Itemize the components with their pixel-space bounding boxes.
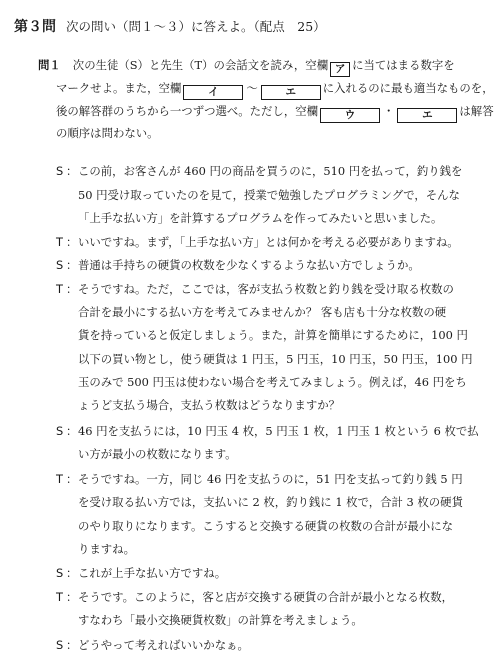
dialogue-line: い方が最小の枚数になります。 bbox=[78, 447, 237, 461]
speaker-label: T bbox=[56, 235, 63, 249]
speaker-colon: ： bbox=[66, 235, 78, 249]
dialogue-line: ょうど支払う場合，支払う枚数はどうなりますか？ bbox=[78, 398, 340, 412]
dialogue-line: 玉のみで 500 円玉は使わない場合を考えてみましょう。例えば，46 円をち bbox=[78, 375, 467, 389]
speaker-colon: ： bbox=[66, 566, 78, 580]
q1-line-2: マークせよ。また，空欄 イ ～ エ に入れるのに最も適当なものを， bbox=[56, 81, 494, 98]
speaker-colon: ： bbox=[66, 258, 78, 272]
q1-line-1: 問１ 次の生徒（S）と先生（T）の会話文を読み，空欄 ア に当てはまる数字を bbox=[38, 58, 455, 75]
question-number: 第３問 bbox=[14, 19, 56, 35]
dialogue-line: そうですね。一方，同じ 46 円を支払うのに，51 円を支払って釣り銭 5 円 bbox=[78, 472, 463, 486]
dialogue-line: を受け取る払い方では，支払いに 2 枚，釣り銭に 1 枚で，合計 3 枚の硬貨 bbox=[78, 495, 463, 509]
blank-box-a: ア bbox=[330, 62, 350, 77]
question-instruction: 次の問い（問１～３）に答えよ。（配点 25） bbox=[66, 19, 326, 34]
speaker-colon: ： bbox=[66, 164, 78, 178]
dialogue-line: 46 円を支払うには，10 円玉 4 枚，5 円玉 1 枚，1 円玉 1 枚という 6 枚で払 bbox=[78, 424, 479, 438]
speaker-colon: ： bbox=[66, 638, 78, 652]
speaker-label: S bbox=[56, 566, 64, 580]
dialogue-line: これが上手な払い方ですね。 bbox=[78, 566, 227, 580]
dialogue-line: この前，お客さんが 460 円の商品を買うのに，510 円を払って，釣り銭を bbox=[78, 164, 463, 178]
q1-label: 問１ bbox=[38, 58, 61, 72]
speaker-colon: ： bbox=[66, 472, 78, 486]
dialogue-line: 普通は手持ちの硬貨の枚数を少なくするような払い方でしょうか。 bbox=[78, 258, 420, 272]
dialogue-line: 貨を持っていると仮定しましょう。また，計算を簡単にするために，100 円 bbox=[78, 328, 468, 342]
dialogue-line: そうですね。ただ，ここでは，客が支払う枚数と釣り銭を受け取る枚数の bbox=[78, 282, 454, 296]
speaker-label: S bbox=[56, 258, 64, 272]
blank-box-e-2: エ bbox=[397, 108, 457, 123]
speaker-colon: ： bbox=[66, 424, 78, 438]
dialogue-line: そうです。このように，客と店が交換する硬貨の合計が最小となる枚数， bbox=[78, 590, 453, 604]
dialogue-line: 以下の買い物とし，使う硬貨は 1 円玉，5 円玉，10 円玉，50 円玉，100 円 bbox=[78, 352, 473, 366]
dialogue-line: 合計を最小にする払い方を考えてみませんか？ 客も店も十分な枚数の硬 bbox=[78, 305, 447, 319]
speaker-colon: ： bbox=[66, 590, 78, 604]
speaker-label: S bbox=[56, 164, 64, 178]
blank-box-u: ウ bbox=[320, 108, 380, 123]
speaker-label: S bbox=[56, 638, 64, 652]
blank-box-e: エ bbox=[261, 85, 321, 100]
q1-line-4: の順序は問わない。 bbox=[56, 126, 159, 140]
blank-box-i: イ bbox=[183, 85, 243, 100]
speaker-label: T bbox=[56, 590, 63, 604]
speaker-label: S bbox=[56, 424, 64, 438]
dialogue-line: 「上手な払い方」を計算するプログラムを作ってみたいと思いました。 bbox=[78, 211, 443, 225]
question-header bbox=[14, 16, 326, 36]
q1-line-3: 後の解答群のうちから一つずつ選べ。ただし，空欄 ウ ・ エ は解答 bbox=[56, 104, 494, 121]
dialogue-line: すなわち「最小交換硬貨枚数」の計算を考えましょう。 bbox=[78, 613, 363, 627]
dialogue-line: 50 円受け取っていたのを見て，授業で勉強したプログラミングで，そんな bbox=[78, 188, 460, 202]
speaker-label: T bbox=[56, 472, 63, 486]
dialogue-line: どうやって考えればいいかなぁ。 bbox=[78, 638, 249, 652]
dialogue-line: いいですね。まず，「上手な払い方」とは何かを考える必要がありますね。 bbox=[78, 235, 459, 249]
dialogue-line: りますね。 bbox=[78, 542, 135, 556]
speaker-label: T bbox=[56, 282, 63, 296]
speaker-colon: ： bbox=[66, 282, 78, 296]
dialogue-line: のやり取りになります。こうすると交換する硬貨の枚数の合計が最小にな bbox=[78, 519, 453, 533]
